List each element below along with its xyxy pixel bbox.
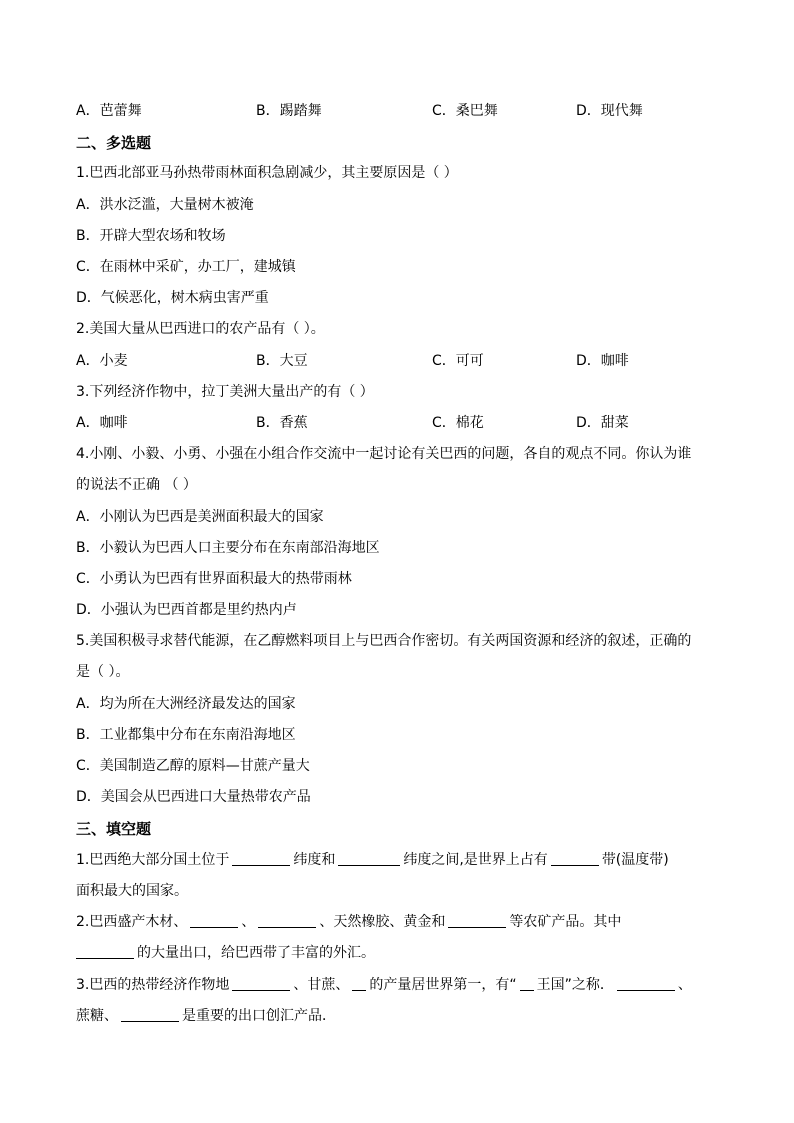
q3-option-c[interactable]: C．棉花 [432,415,484,431]
q4-option-b[interactable]: B．小毅认为巴西人口主要分布在东南部沿海地区 [76,540,380,556]
q5-stem-line1: 5.美国积极寻求替代能源，在乙醇燃料项目上与巴西合作密切。有关两国资源和经济的叙述，正确的 [76,633,692,649]
fill-q2-text-2: 、 [241,914,256,930]
fill-q3-line2 [76,1006,336,1026]
fill-q1-text-2: 纬度和 [293,852,336,868]
fill-q2-blank-1[interactable] [190,913,238,928]
q3-stem: 3.下列经济作物中，拉丁美洲大量出产的有（ ） [76,384,374,400]
fill-q2-blank-3[interactable] [448,913,506,928]
q4-option-d[interactable]: D．小强认为巴西首都是里约热内卢 [76,602,297,618]
fill-q1-text-5: 面积最大的国家。 [76,883,188,899]
fill-q1-text-3: 纬度之间,是世界上占有 [403,852,548,868]
fill-q3-text-2: 、甘蔗、 [293,977,350,993]
section-heading-fill-in: 三、填空题 [76,820,152,838]
section-heading-multiple-choice: 二、多选题 [76,134,152,152]
fill-q2-text-4: 等农矿产品。其中 [509,914,622,930]
fill-q1-blank-2[interactable] [338,851,400,866]
fill-q3-blank-4[interactable] [617,976,675,991]
q2-option-b[interactable]: B．大豆 [256,353,308,369]
top-options-row [76,101,716,121]
fill-q3-text-4: 王国”之称． [536,977,614,993]
q5-option-a[interactable]: A．均为所在大洲经济最发达的国家 [76,696,296,712]
fill-q3-text-1: 3.巴西的热带经济作物地 [76,977,230,993]
q1-option-d[interactable]: D．气候恶化，树木病虫害严重 [76,290,269,306]
q3-option-d[interactable]: D．甜菜 [576,415,629,431]
fill-q1-text-1: 1.巴西绝大部分国土位于 [76,852,230,868]
q3-option-b[interactable]: B．香蕉 [256,415,308,431]
q1-stem: 1.巴西北部亚马孙热带雨林面积急剧减少，其主要原因是（ ） [76,165,458,181]
q2-option-a[interactable]: A．小麦 [76,353,128,369]
fill-q1-blank-1[interactable] [232,851,290,866]
q4-stem-line1: 4.小刚、小毅、小勇、小强在小组合作交流中一起讨论有关巴西的问题，各自的观点不同。你认为谁 [76,446,692,462]
fill-q1-line1 [76,850,669,870]
q1-option-c[interactable]: C．在雨林中采矿，办工厂，建城镇 [76,259,296,275]
q2-options-row [76,351,716,371]
q1-option-a[interactable]: A．洪水泛滥，大量树木被淹 [76,197,254,213]
fill-q2-line1 [76,912,621,932]
fill-q3-blank-1[interactable] [232,976,290,991]
option-a[interactable]: A．芭蕾舞 [76,103,142,119]
fill-q3-text-3: 的产量居世界第一，有“ [369,977,517,993]
fill-q3-blank-5[interactable] [121,1007,179,1022]
fill-q3-blank-3[interactable] [520,976,534,991]
q4-stem-line2: 的说法不正确 （ ） [76,477,197,493]
option-c[interactable]: C．桑巴舞 [432,103,498,119]
q4-option-a[interactable]: A．小刚认为巴西是美洲面积最大的国家 [76,509,324,525]
fill-q3-line1 [76,975,692,995]
q4-option-c[interactable]: C．小勇认为巴西有世界面积最大的热带雨林 [76,571,352,587]
fill-q2-text-3: 、天然橡胶、黄金和 [319,914,446,930]
q5-option-b[interactable]: B．工业都集中分布在东南沿海地区 [76,727,296,743]
fill-q2-line2 [76,943,375,963]
q2-option-c[interactable]: C．可可 [432,353,484,369]
fill-q3-text-5: 、 [677,977,692,993]
q3-options-row [76,413,716,433]
q3-option-a[interactable]: A．咖啡 [76,415,128,431]
fill-q2-text-5: 的大量出口，给巴西带了丰富的外汇。 [137,945,375,961]
q5-option-c[interactable]: C．美国制造乙醇的原料—甘蔗产量大 [76,758,310,774]
fill-q3-text-7: 是重要的出口创汇产品． [182,1008,336,1024]
q5-option-d[interactable]: D．美国会从巴西进口大量热带农产品 [76,789,311,805]
q5-stem-line2: 是（ ）。 [76,664,130,680]
q2-stem: 2.美国大量从巴西进口的农产品有（ ）。 [76,321,325,337]
option-b[interactable]: B．踢踏舞 [256,103,322,119]
fill-q2-blank-4[interactable] [76,944,134,959]
fill-q2-blank-2[interactable] [258,913,316,928]
fill-q3-text-6: 蔗糖、 [76,1008,118,1024]
option-d[interactable]: D．现代舞 [576,103,643,119]
fill-q3-blank-2[interactable] [352,976,366,991]
fill-q1-blank-3[interactable] [551,851,599,866]
fill-q1-text-4: 带(温度带) [601,852,669,868]
q1-option-b[interactable]: B．开辟大型农场和牧场 [76,228,226,244]
fill-q2-text-1: 2.巴西盛产木材、 [76,914,188,930]
q2-option-d[interactable]: D．咖啡 [576,353,629,369]
